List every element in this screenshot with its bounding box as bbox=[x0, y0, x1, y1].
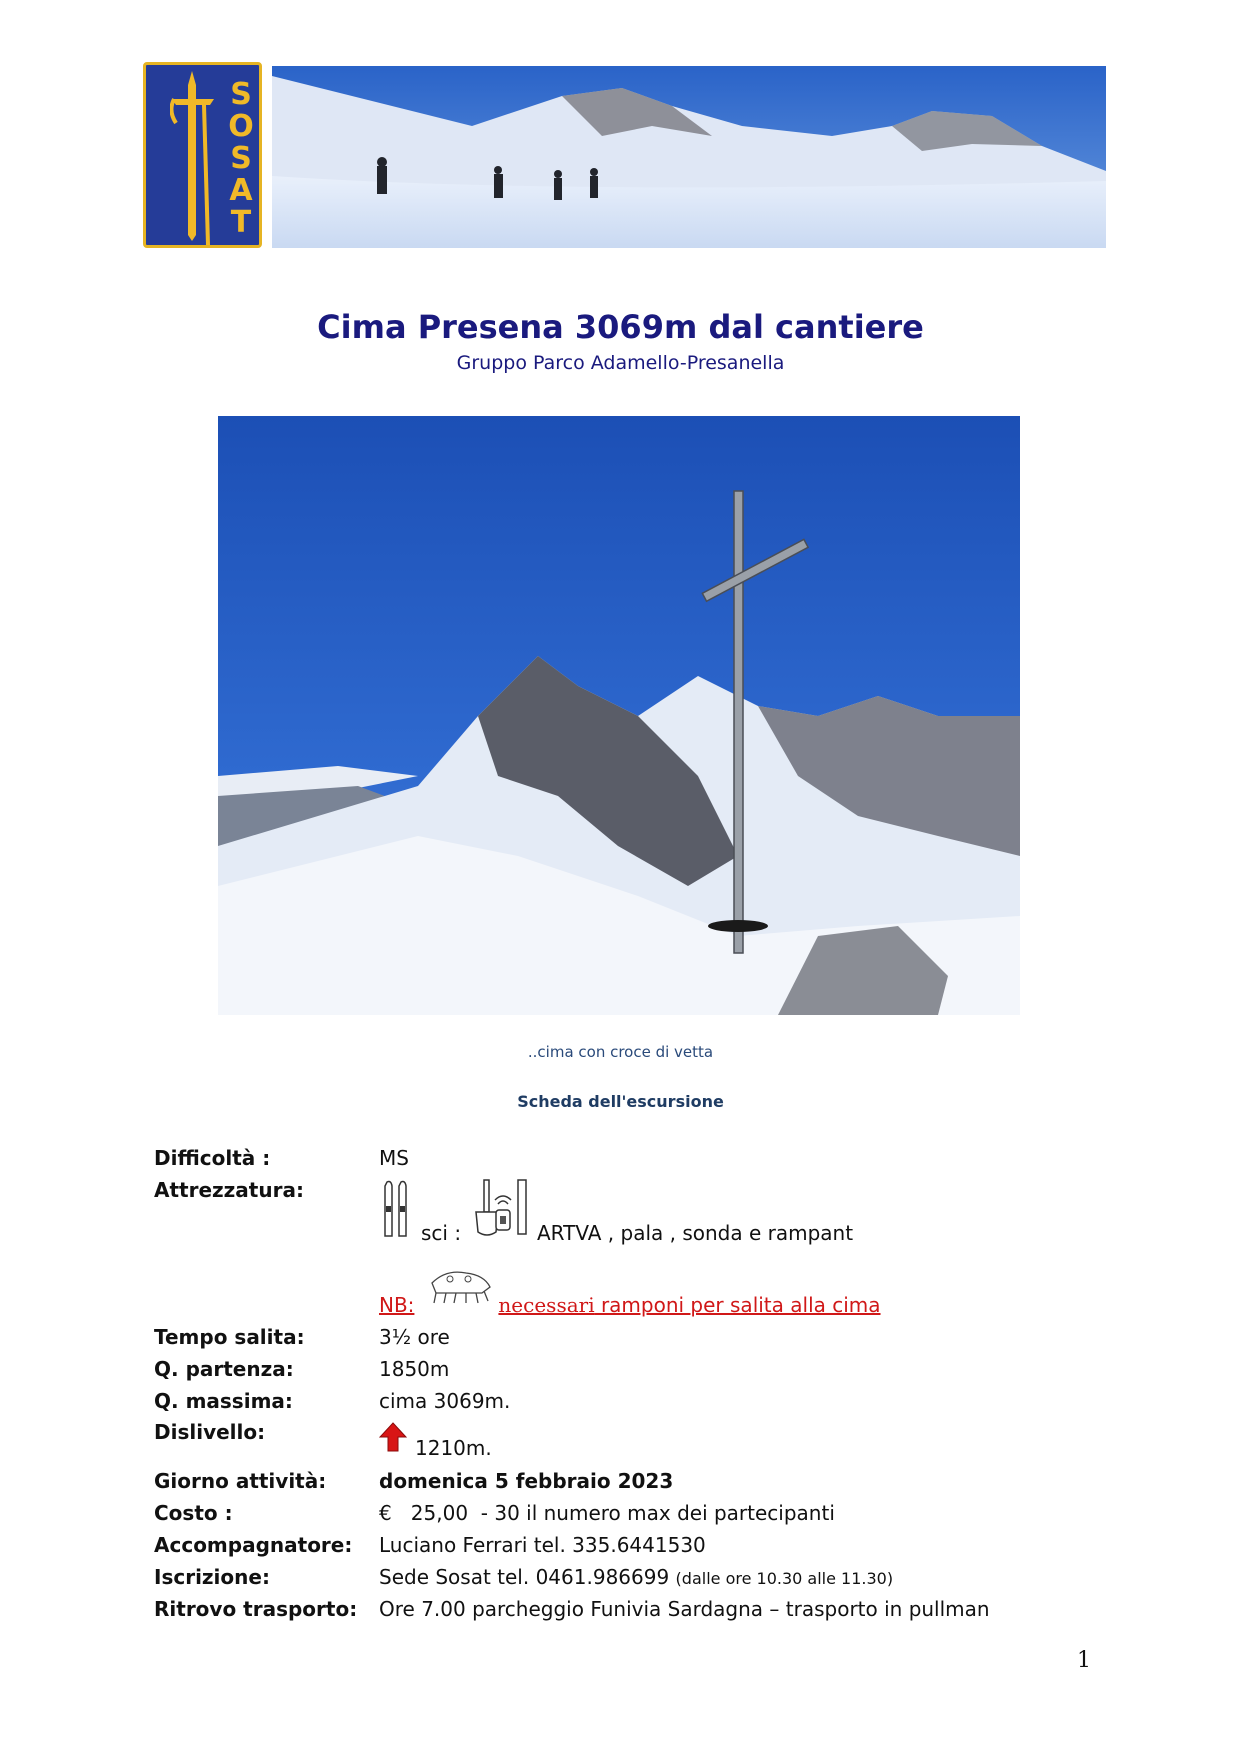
tempo-salita-value: 3½ ore bbox=[379, 1325, 450, 1349]
logo-letter: S bbox=[230, 77, 252, 112]
logo-letter: T bbox=[230, 205, 252, 240]
summit-photo bbox=[218, 416, 1020, 1015]
nb-text: ramponi per salita alla cima bbox=[594, 1293, 881, 1317]
ice-axe-icon bbox=[170, 65, 230, 251]
photo-caption: ..cima con croce di vetta bbox=[527, 1043, 714, 1061]
iscrizione-label: Iscrizione: bbox=[154, 1565, 270, 1589]
logo-letter: S bbox=[230, 141, 252, 176]
iscrizione-value bbox=[379, 1565, 893, 1589]
sci-label: sci : bbox=[421, 1221, 462, 1245]
avalanche-kit-icon bbox=[472, 1178, 534, 1240]
tempo-salita-label: Tempo salita: bbox=[154, 1325, 305, 1349]
page-subtitle: Gruppo Parco Adamello-Presanella bbox=[456, 352, 785, 374]
arrow-up-icon bbox=[379, 1422, 407, 1452]
accompagnatore-label: Accompagnatore: bbox=[154, 1533, 353, 1557]
dislivello-value: 1210m. bbox=[415, 1436, 492, 1460]
q-massima-value: cima 3069m. bbox=[379, 1389, 511, 1413]
logo-letter: A bbox=[229, 173, 253, 208]
costo-label: Costo : bbox=[154, 1501, 233, 1525]
iscrizione-note: (dalle ore 10.30 alle 11.30) bbox=[675, 1569, 894, 1588]
page-title: Cima Presena 3069m dal cantiere bbox=[317, 308, 924, 346]
nb-note bbox=[379, 1293, 881, 1317]
accompagnatore-value: Luciano Ferrari tel. 335.6441530 bbox=[379, 1533, 706, 1557]
sosat-logo bbox=[143, 62, 262, 248]
logo-letters bbox=[226, 79, 256, 239]
page-number: 1 bbox=[1077, 1648, 1091, 1673]
costo-value: € 25,00 - 30 il numero max dei partecipanti bbox=[379, 1501, 835, 1525]
attrezzatura-label: Attrezzatura: bbox=[154, 1178, 304, 1202]
q-partenza-label: Q. partenza: bbox=[154, 1357, 294, 1381]
giorno-label: Giorno attività: bbox=[154, 1469, 327, 1493]
nb-prefix: NB: bbox=[379, 1293, 415, 1317]
iscrizione-text: Sede Sosat tel. 0461.986699 bbox=[379, 1565, 670, 1589]
attrezzatura-items: ARTVA , pala , sonda e rampant bbox=[537, 1221, 854, 1245]
q-partenza-value: 1850m bbox=[379, 1357, 450, 1381]
q-massima-label: Q. massima: bbox=[154, 1389, 293, 1413]
ritrovo-value: Ore 7.00 parcheggio Funivia Sardagna – trasporto in pullman bbox=[379, 1597, 990, 1621]
dislivello-label: Dislivello: bbox=[154, 1420, 266, 1444]
ritrovo-label: Ritrovo trasporto: bbox=[154, 1597, 358, 1621]
logo-letter: O bbox=[228, 109, 254, 144]
nb-necessari: necessari bbox=[498, 1293, 595, 1317]
difficolta-label: Difficoltà : bbox=[154, 1146, 271, 1170]
giorno-value: domenica 5 febbraio 2023 bbox=[379, 1469, 674, 1493]
ski-icon bbox=[381, 1180, 411, 1242]
header-banner-image bbox=[272, 66, 1106, 248]
section-title: Scheda dell'escursione bbox=[517, 1092, 724, 1111]
difficolta-value: MS bbox=[379, 1146, 409, 1170]
